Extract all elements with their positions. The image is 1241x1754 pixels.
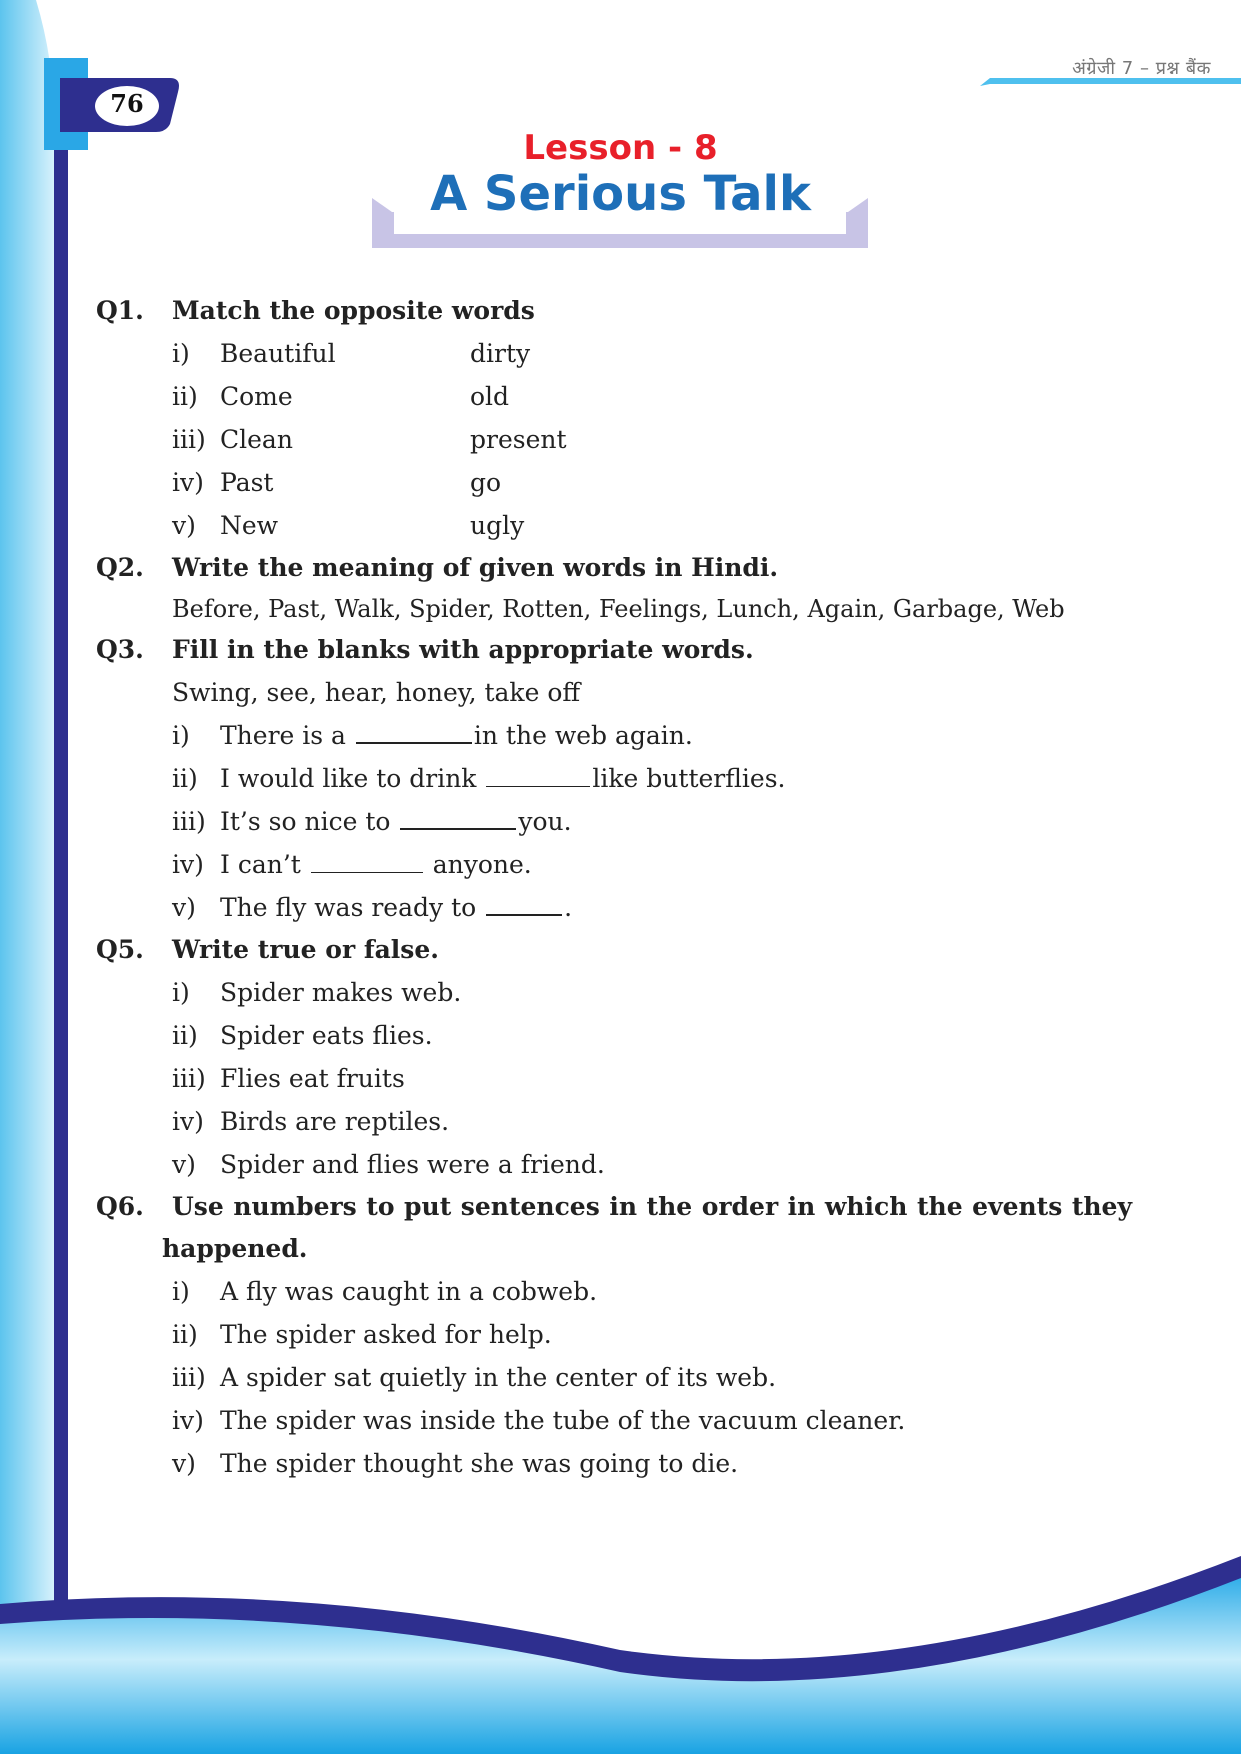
- question-2: [96, 547, 1146, 589]
- sentence-start: I would like to drink: [220, 764, 485, 793]
- answer-blank[interactable]: [311, 846, 423, 873]
- sentence-start: The fly was ready to: [220, 893, 485, 922]
- item-number: iv): [172, 1107, 204, 1136]
- answer-blank[interactable]: [400, 802, 516, 830]
- question-text: Fill in the blanks with appropriate words.: [172, 635, 754, 664]
- sentence-end: in the web again.: [473, 721, 693, 750]
- lesson-title: A Serious Talk: [430, 166, 811, 222]
- question-text: Use numbers to put sentences in the order in which the events they: [172, 1192, 1132, 1221]
- statement: Spider and flies were a friend.: [220, 1150, 605, 1179]
- match-left: Past: [220, 468, 274, 497]
- item-number: iv): [172, 1406, 204, 1435]
- match-right: go: [470, 468, 502, 497]
- match-row: [96, 504, 1146, 547]
- statement: Flies eat fruits: [220, 1064, 405, 1093]
- item-number: v): [172, 1150, 196, 1179]
- item-number: ii): [172, 1021, 198, 1050]
- match-right: present: [470, 425, 567, 454]
- statement: Spider eats flies.: [220, 1021, 433, 1050]
- sequence-item: [96, 1270, 1146, 1313]
- true-false-item: [96, 1014, 1146, 1057]
- statement: Spider makes web.: [220, 978, 462, 1007]
- sentence-end: you.: [518, 807, 572, 836]
- answer-blank[interactable]: [486, 760, 590, 787]
- item-number: iii): [172, 1064, 206, 1093]
- match-right: dirty: [470, 339, 531, 368]
- fill-blank-item: [96, 843, 1146, 886]
- fill-blank-item: [96, 800, 1146, 843]
- event-sentence: A fly was caught in a cobweb.: [220, 1277, 598, 1306]
- word-list: Before, Past, Walk, Spider, Rotten, Feelings, Lunch, Again, Garbage, Web: [172, 595, 1065, 623]
- true-false-item: [96, 1100, 1146, 1143]
- match-left: Clean: [220, 425, 293, 454]
- item-number: v): [172, 511, 196, 540]
- item-number: v): [172, 1449, 196, 1478]
- answer-blank[interactable]: [486, 888, 562, 916]
- match-right: ugly: [470, 511, 525, 540]
- true-false-item: [96, 1143, 1146, 1186]
- sequence-item: [96, 1356, 1146, 1399]
- item-number: iii): [172, 425, 206, 454]
- event-sentence: The spider was inside the tube of the vacuum cleaner.: [220, 1406, 906, 1435]
- sequence-item: [96, 1399, 1146, 1442]
- subject-header: अंग्रेजी 7 – प्रश्न बैंक: [1072, 58, 1211, 79]
- sentence-start: There is a: [220, 721, 354, 750]
- item-number: i): [172, 339, 190, 368]
- item-number: iii): [172, 1363, 206, 1392]
- question-5: [96, 929, 1146, 971]
- lesson-number: Lesson - 8: [523, 128, 718, 168]
- sentence-end: like butterflies.: [592, 764, 786, 793]
- true-false-item: [96, 971, 1146, 1014]
- match-row: [96, 418, 1146, 461]
- item-number: i): [172, 1277, 190, 1306]
- question-3: [96, 629, 1146, 671]
- match-row: [96, 375, 1146, 418]
- sentence-start: It’s so nice to: [220, 807, 399, 836]
- match-left: Beautiful: [220, 339, 336, 368]
- question-number: Q2.: [96, 553, 144, 582]
- word-options: Swing, see, hear, honey, take off: [172, 678, 581, 707]
- statement: Birds are reptiles.: [220, 1107, 450, 1136]
- match-row: [96, 332, 1146, 375]
- question-text: Write the meaning of given words in Hindi.: [172, 553, 779, 582]
- fill-blank-item: [96, 714, 1146, 757]
- question-number: Q3.: [96, 635, 144, 664]
- question-content: [96, 290, 1146, 1485]
- fill-blank-item: [96, 757, 1146, 800]
- item-number: ii): [172, 1320, 198, 1349]
- question-text-continued: happened.: [162, 1234, 308, 1263]
- side-bar: [54, 60, 68, 1620]
- item-number: i): [172, 721, 190, 750]
- item-number: ii): [172, 382, 198, 411]
- side-band: [0, 0, 54, 1754]
- item-number: v): [172, 893, 196, 922]
- item-number: ii): [172, 764, 198, 793]
- fill-blank-item: [96, 886, 1146, 929]
- item-number: iv): [172, 468, 204, 497]
- question-text: Write true or false.: [172, 935, 439, 964]
- question-6: [96, 1186, 1146, 1270]
- true-false-item: [96, 1057, 1146, 1100]
- sentence-end: anyone.: [424, 850, 532, 879]
- sequence-item: [96, 1442, 1146, 1485]
- question-number: Q6.: [96, 1192, 144, 1221]
- question-text: Match the opposite words: [172, 296, 535, 325]
- answer-blank[interactable]: [356, 716, 472, 744]
- sentence-end: .: [564, 893, 573, 922]
- question-number: Q1.: [96, 296, 144, 325]
- event-sentence: A spider sat quietly in the center of its web.: [220, 1363, 777, 1392]
- question-1: [96, 290, 1146, 332]
- page-number: 76: [110, 89, 144, 118]
- match-left: Come: [220, 382, 293, 411]
- item-number: i): [172, 978, 190, 1007]
- item-number: iii): [172, 807, 206, 836]
- item-number: iv): [172, 850, 204, 879]
- sentence-start: I can’t: [220, 850, 309, 879]
- event-sentence: The spider asked for help.: [220, 1320, 552, 1349]
- sequence-item: [96, 1313, 1146, 1356]
- event-sentence: The spider thought she was going to die.: [220, 1449, 739, 1478]
- question-number: Q5.: [96, 935, 144, 964]
- match-left: New: [220, 511, 279, 540]
- match-right: old: [470, 382, 510, 411]
- match-row: [96, 461, 1146, 504]
